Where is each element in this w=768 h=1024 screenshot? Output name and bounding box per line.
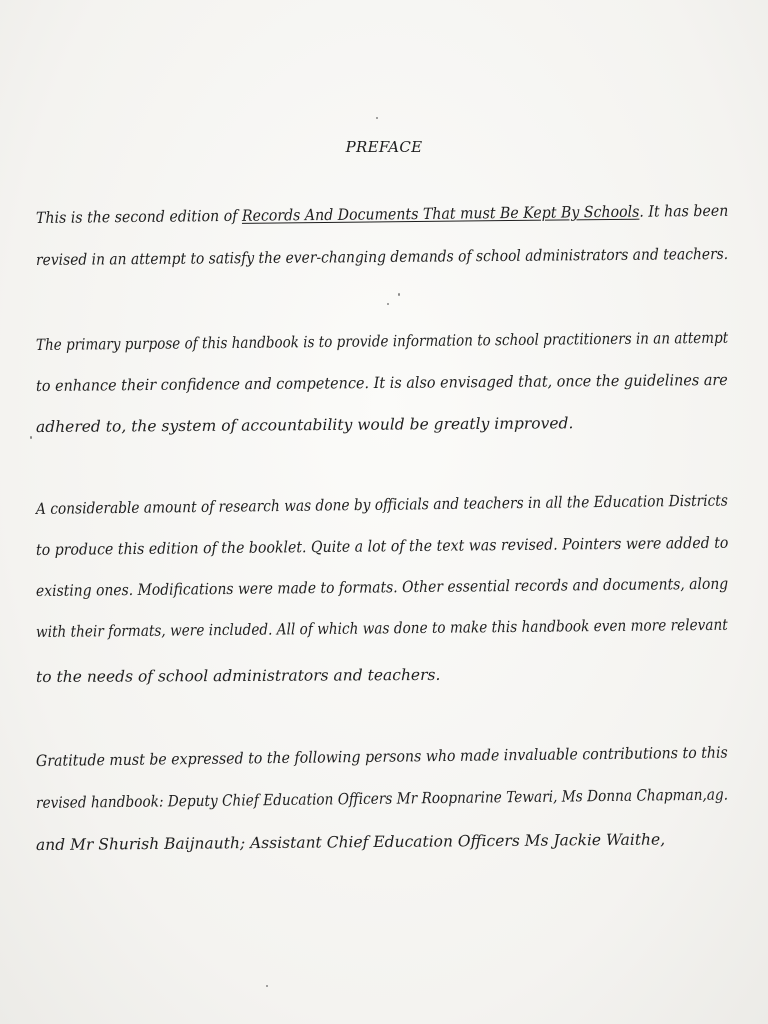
scan-speck <box>30 436 32 439</box>
paragraph-4-line-2: revised handbook: Deputy Chief Education Officers Mr Roopnarine Tewari, Ms Donna Chapman,ag. <box>35 785 729 812</box>
paragraph-1-text-start: This is the second edition of <box>35 206 242 227</box>
scan-speck <box>266 985 268 987</box>
paragraph-4-line-1: Gratitude must be expressed to the following persons who made invaluable contributions to this <box>35 743 728 770</box>
paragraph-2-line-2: to enhance their confidence and competence. It is also envisaged that, once the guidelines are <box>35 370 728 395</box>
paragraph-1-line-2: revised in an attempt to satisfy the ever-changing demands of school administrators and teachers. <box>35 244 729 269</box>
paragraph-3-line-4: with their formats, were included. All of which was done to make this handbook even more relevant <box>35 615 728 641</box>
paragraph-4-line-3: and Mr Shurish Baijnauth; Assistant Chief Education Officers Ms Jackie Waithe, <box>35 830 666 854</box>
scan-speck <box>398 293 400 296</box>
paragraph-3-line-1: A considerable amount of research was done by officials and teachers in all the Education Districts <box>35 491 728 518</box>
paragraph-1-text-end: . It has been <box>639 201 729 221</box>
paragraph-3-line-5: to the needs of school administrators and teachers. <box>35 665 441 686</box>
scan-speck <box>387 303 389 305</box>
paragraph-3-line-2: to produce this edition of the booklet. Quite a lot of the text was revised. Pointers were added to <box>35 533 729 559</box>
paragraph-2-line-3: adhered to, the system of accountability would be greatly improved. <box>35 414 574 436</box>
scan-speck <box>376 117 378 119</box>
book-title-underlined: Records And Documents That must Be Kept By Schools <box>241 202 640 225</box>
page-title: PREFACE <box>345 138 423 156</box>
paragraph-1-line-1 <box>36 202 728 227</box>
paragraph-3-line-3: existing ones. Modifications were made to formats. Other essential records and documents, along <box>35 574 729 600</box>
paragraph-2-line-1: The primary purpose of this handbook is to provide information to school practitioners in an attempt <box>35 328 729 354</box>
